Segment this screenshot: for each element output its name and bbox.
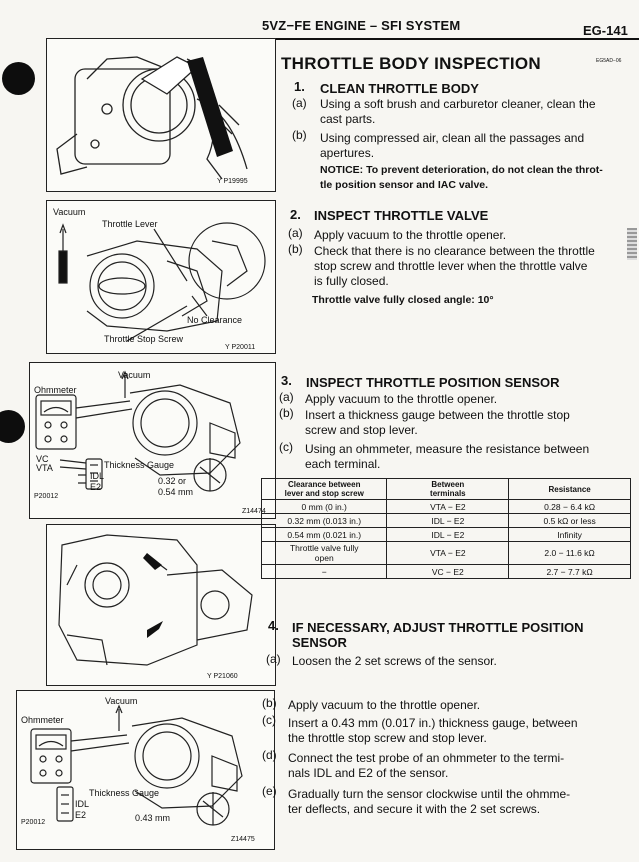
binder-hole xyxy=(0,410,25,443)
label-no-clearance: No Clearance xyxy=(187,315,243,325)
figure-code-left: P20012 xyxy=(34,493,59,500)
label-throttle-lever: Throttle Lever xyxy=(102,219,158,229)
step-4-title-2: SENSOR xyxy=(292,635,347,650)
table-row xyxy=(262,500,631,514)
figure-inspect-throttle-valve xyxy=(46,200,276,354)
table-row xyxy=(262,514,631,528)
step-3c-label: (c) xyxy=(279,440,293,454)
label-ohmmeter: Ohmmeter xyxy=(21,715,64,725)
step-4d-text-2: nals IDL and E2 of the sensor. xyxy=(288,766,449,780)
cell-resistance: 0.5 kΩ or less xyxy=(509,514,631,528)
label-vacuum: Vacuum xyxy=(105,696,138,706)
step-2a-label: (a) xyxy=(288,226,303,240)
step-4a-text: Loosen the 2 set screws of the sensor. xyxy=(292,654,497,668)
step-1-title: CLEAN THROTTLE BODY xyxy=(320,81,479,96)
figure-code: Y P19995 xyxy=(217,178,248,185)
step-2-number: 2. xyxy=(290,207,301,222)
cell-terminals: VC − E2 xyxy=(387,565,509,579)
table-header-row xyxy=(262,479,631,500)
label-idl: IDL xyxy=(75,799,90,809)
header-rule xyxy=(255,38,639,40)
step-4d-label: (d) xyxy=(262,748,277,762)
section-title: THROTTLE BODY INSPECTION xyxy=(281,54,542,73)
header-clearance-line-2: lever and stop screw xyxy=(284,489,364,498)
step-1-number: 1. xyxy=(294,79,305,94)
page-header-title: 5VZ−FE ENGINE – SFI SYSTEM xyxy=(262,18,461,33)
step-3-title: INSPECT THROTTLE POSITION SENSOR xyxy=(306,375,560,390)
figure-code-left: P20012 xyxy=(21,819,46,826)
figure-clean-throttle-body xyxy=(46,38,276,192)
step-2b-text: Check that there is no clearance between the throttle xyxy=(314,244,595,258)
step-4e-text-2: ter deflects, and secure it with the 2 set screws. xyxy=(288,802,541,816)
step-3b-text: Insert a thickness gauge between the throttle stop xyxy=(305,408,570,422)
label-vacuum: Vacuum xyxy=(118,370,151,380)
tps-resistance-table xyxy=(261,478,631,579)
column-header-clearance xyxy=(262,479,387,500)
column-header-resistance: Resistance xyxy=(509,479,631,500)
step-4-title: IF NECESSARY, ADJUST THROTTLE POSITION xyxy=(292,620,584,635)
step-2b-text-3: is fully closed. xyxy=(314,274,389,288)
step-4b-label: (b) xyxy=(262,696,277,710)
figure-code-right: Z14475 xyxy=(231,836,255,843)
header-terminals-line-1: Between xyxy=(431,480,465,489)
step-2b-text-2: stop screw and throttle lever when the throttle valve xyxy=(314,259,588,273)
cell-clearance xyxy=(262,542,387,565)
step-3b-label: (b) xyxy=(279,406,294,420)
table-row xyxy=(262,565,631,579)
step-4e-text: Gradually turn the sensor clockwise until the ohmme- xyxy=(288,787,571,801)
tps-set-screws-drawing xyxy=(47,525,275,685)
section-code: EG5AD−06 xyxy=(596,58,622,64)
figure-tps-set-screws xyxy=(46,524,276,686)
page-tab-marker xyxy=(627,228,637,260)
step-3a-label: (a) xyxy=(279,390,294,404)
figure-inspect-tps xyxy=(29,362,276,519)
label-e2: E2 xyxy=(75,810,87,820)
step-1a-label: (a) xyxy=(292,96,307,110)
header-clearance-line-1: Clearance between xyxy=(287,480,361,489)
label-ohmmeter: Ohmmeter xyxy=(34,385,77,395)
throttle-valve-drawing xyxy=(47,201,275,353)
step-2b-label: (b) xyxy=(288,242,303,256)
step-3b-text-2: screw and stop lever. xyxy=(305,423,418,437)
step-3a-text: Apply vacuum to the throttle opener. xyxy=(305,392,498,406)
table-row xyxy=(262,542,631,565)
step-1-notice-2: tle position sensor and IAC valve. xyxy=(320,179,489,191)
step-4c-text: Insert a 0.43 mm (0.017 in.) thickness gauge, between xyxy=(288,716,578,730)
label-vacuum: Vacuum xyxy=(53,207,86,217)
step-2a-text: Apply vacuum to the throttle opener. xyxy=(314,228,507,242)
label-gap-value-2: 0.54 mm xyxy=(158,487,194,497)
step-4a-label: (a) xyxy=(266,652,281,666)
cell-clearance: 0.54 mm (0.021 in.) xyxy=(262,528,387,542)
step-3c-text: Using an ohmmeter, measure the resistance between xyxy=(305,442,590,456)
cell-clearance-line-2: open xyxy=(314,553,334,563)
cell-clearance: 0 mm (0 in.) xyxy=(262,500,387,514)
label-gap-value: 0.43 mm xyxy=(135,813,171,823)
cell-resistance: Infinity xyxy=(509,528,631,542)
step-2-spec: Throttle valve fully closed angle: 10° xyxy=(312,294,494,306)
throttle-body-brush-drawing xyxy=(47,39,275,191)
page-number: EG-141 xyxy=(583,23,628,38)
step-4c-label: (c) xyxy=(262,713,276,727)
step-1a-text-2: cast parts. xyxy=(320,112,376,126)
label-vta: VTA xyxy=(36,463,53,473)
label-e2: E2 xyxy=(90,482,102,492)
table-row xyxy=(262,528,631,542)
step-4-number: 4. xyxy=(268,618,279,633)
label-thickness-gauge: Thickness Gauge xyxy=(104,460,175,470)
step-2-title: INSPECT THROTTLE VALVE xyxy=(314,208,489,223)
label-throttle-stop-screw: Throttle Stop Screw xyxy=(104,334,184,344)
step-3-number: 3. xyxy=(281,373,292,388)
step-1a-text: Using a soft brush and carburetor cleaner, clean the xyxy=(320,97,596,111)
step-4b-text: Apply vacuum to the throttle opener. xyxy=(288,698,481,712)
step-4c-text-2: the throttle stop screw and stop lever. xyxy=(288,731,487,745)
step-1-notice: NOTICE: To prevent deterioration, do not clean the throt- xyxy=(320,164,603,176)
step-1b-text-2: apertures. xyxy=(320,146,375,160)
figure-code: Y P21060 xyxy=(207,673,238,680)
column-header-terminals xyxy=(387,479,509,500)
cell-clearance: − xyxy=(262,565,387,579)
cell-clearance-line-1: Throttle valve fully xyxy=(289,543,359,553)
figure-adjust-tps xyxy=(16,690,275,850)
step-1b-text: Using compressed air, clean all the passages and xyxy=(320,131,585,145)
figure-code-right: Z14474 xyxy=(242,508,266,515)
figure-code: Y P20011 xyxy=(225,344,256,351)
label-thickness-gauge: Thickness Gauge xyxy=(89,788,160,798)
cell-terminals: VTA − E2 xyxy=(387,542,509,565)
header-terminals-line-2: terminals xyxy=(430,489,466,498)
label-vc: VC xyxy=(36,454,49,464)
step-3c-text-2: each terminal. xyxy=(305,457,381,471)
cell-clearance: 0.32 mm (0.013 in.) xyxy=(262,514,387,528)
cell-terminals: VTA − E2 xyxy=(387,500,509,514)
step-4e-label: (e) xyxy=(262,784,277,798)
cell-terminals: IDL − E2 xyxy=(387,528,509,542)
cell-resistance: 2.0 − 11.6 kΩ xyxy=(509,542,631,565)
cell-resistance: 0.28 − 6.4 kΩ xyxy=(509,500,631,514)
cell-resistance: 2.7 − 7.7 kΩ xyxy=(509,565,631,579)
label-gap-value-1: 0.32 or xyxy=(158,476,187,486)
step-4d-text: Connect the test probe of an ohmmeter to the termi- xyxy=(288,751,565,765)
step-1b-label: (b) xyxy=(292,128,307,142)
cell-terminals: IDL − E2 xyxy=(387,514,509,528)
label-idl: IDL xyxy=(90,471,105,481)
binder-hole xyxy=(2,62,35,95)
